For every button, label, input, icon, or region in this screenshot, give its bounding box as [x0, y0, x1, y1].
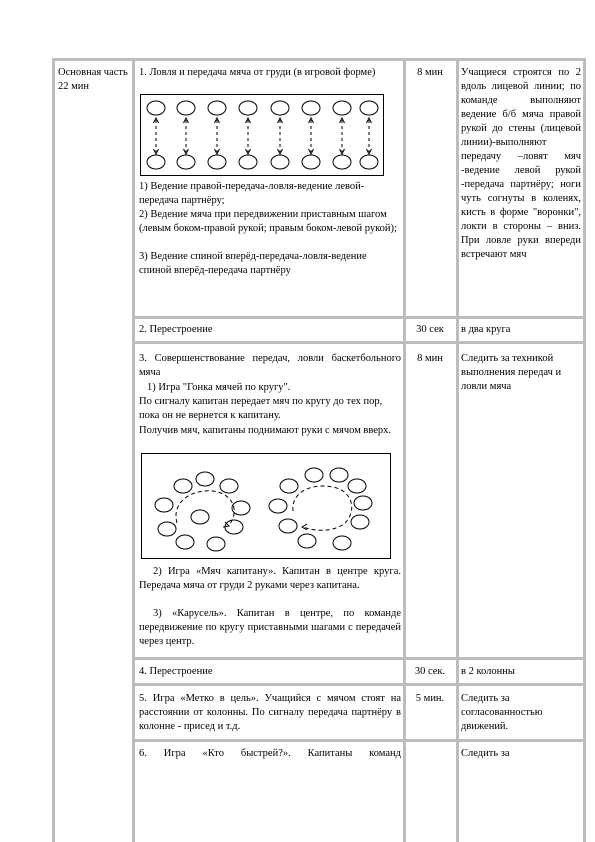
row3-title-text: 3. Совершенствование передач, ловли баскетбольного мяча [139, 353, 401, 378]
player-bottom-3 [208, 155, 226, 169]
left-circle-player-10 [191, 510, 209, 524]
player-bottom-1 [147, 155, 165, 169]
row2-title: 2. Перестроение [139, 324, 213, 335]
right-circle-player-7 [279, 519, 297, 533]
row5-title: 5. Игра «Метко в цель». Учащийся с мячом стоят на расстоянии от колонны. По сигналу передача партнёру в колонне - присед и т.д. [139, 693, 401, 732]
left-circle-player-9 [207, 537, 225, 551]
player-bottom-7 [333, 155, 351, 169]
row-divider-5 [132, 739, 586, 742]
player-bottom-2 [177, 155, 195, 169]
right-circle-player-6 [354, 496, 372, 510]
right-circle-player-4 [348, 479, 366, 493]
row4-note: в 2 колонны [461, 666, 515, 677]
row1-drill-3: 3) Ведение спиной вперёд-передача-ловля-ведение спиной вперёд-передача партнёру [139, 251, 367, 276]
row2-time: 30 сек [416, 324, 444, 335]
left-circle-player-3 [220, 479, 238, 493]
row6-note: Следить за [461, 748, 510, 759]
player-top-1 [147, 101, 165, 115]
row3-circle-formations [141, 453, 391, 559]
table-border-top [52, 58, 586, 61]
row3-game-2: 2) Игра «Мяч капитану». Капитан в центре круга. Передача мяча от груди 2 руками через капитана. [139, 566, 401, 591]
right-circle-player-1 [305, 468, 323, 482]
left-circle-player-5 [232, 501, 250, 515]
right-circle-player-2 [330, 468, 348, 482]
player-top-2 [177, 101, 195, 115]
player-top-3 [208, 101, 226, 115]
row3-title [139, 352, 401, 380]
row-divider-1 [132, 316, 586, 319]
right-pass-path [293, 486, 352, 530]
player-top-4 [239, 101, 257, 115]
row4-title: 4. Перестроение [139, 666, 213, 677]
player-top-7 [333, 101, 351, 115]
row5-time: 5 мин. [415, 693, 445, 704]
row3-text-2: Получив мяч, капитаны поднимают руки с мячом вверх. [139, 425, 392, 436]
left-circle-player-2 [174, 479, 192, 493]
table-border-col3 [403, 58, 406, 842]
right-circle-player-3 [280, 479, 298, 493]
player-bottom-8 [360, 155, 378, 169]
row-divider-4 [132, 683, 586, 686]
player-top-8 [360, 101, 378, 115]
left-circle-player-4 [155, 498, 173, 512]
table-border-col4 [456, 58, 459, 842]
row3-game-1: 1) Игра "Гонка мячей по кругу". [147, 382, 291, 393]
player-bottom-6 [302, 155, 320, 169]
row-divider-3 [132, 657, 586, 660]
row3-game-3: 3) «Карусель». Капитан в центре, по команде передвижение по кругу приставными шагами с передачей через центр. [139, 608, 401, 647]
left-circle-player-8 [176, 535, 194, 549]
section-label: Основная часть 22 мин [58, 67, 128, 92]
player-top-5 [271, 101, 289, 115]
left-circle-player-6 [158, 522, 176, 536]
table-border-col2 [132, 58, 135, 842]
table-border-left [52, 58, 55, 842]
player-bottom-4 [239, 155, 257, 169]
right-circle-player-5 [269, 499, 287, 513]
row1-note: Учащиеся строятся по 2 вдоль лицевой линии; по команде выполняют ведение б/б мяча правой рукой до стены (лицевой линии)-выполняют передачу –ловят мяч -ведение левой рукой -передача партнёру; ноги чуть согнуты в коленях, кисть в форме "воронки", локти в стороны – вниз. При ловле руки впереди встречают мяч [461, 67, 581, 260]
row-divider-2 [132, 341, 586, 344]
player-top-6 [302, 101, 320, 115]
row6-title-text: 6. Игра «Кто быстрей?». Капитаны команд [139, 748, 401, 759]
row1-title: 1. Ловля и передача мяча от груди (в игровой форме) [139, 67, 376, 78]
row1-drill-2: 2) Ведение мяча при передвижении приставным шагом (левым боком-правой рукой; правым боком-левой рукой); [139, 209, 397, 234]
right-circle-player-8 [351, 515, 369, 529]
left-circle-player-1 [196, 472, 214, 486]
row4-time: 30 сек. [414, 666, 446, 677]
row3-note: Следить за техникой выполнения передач и ловли мяча [461, 353, 562, 392]
row5-note: Следить за согласованностью движений. [461, 693, 543, 732]
player-bottom-5 [271, 155, 289, 169]
right-pass-arrow [302, 524, 307, 530]
right-circle-player-10 [333, 536, 351, 550]
row3-text-1: По сигналу капитан передает мяч по кругу до тех пор, пока он не вернется к капитану. [139, 396, 383, 421]
row1-players [140, 94, 384, 176]
row3-time: 8 мин [417, 353, 443, 364]
row1-time: 8 мин [417, 67, 443, 78]
right-circle-player-9 [298, 534, 316, 548]
table-border-right [583, 58, 586, 842]
row2-note: в два круга [461, 324, 511, 335]
row6-title [139, 747, 401, 761]
left-circle-player-7 [225, 520, 243, 534]
row1-drill-1: 1) Ведение правой-передача-ловля-ведение левой-передача партнёру; [139, 181, 365, 206]
